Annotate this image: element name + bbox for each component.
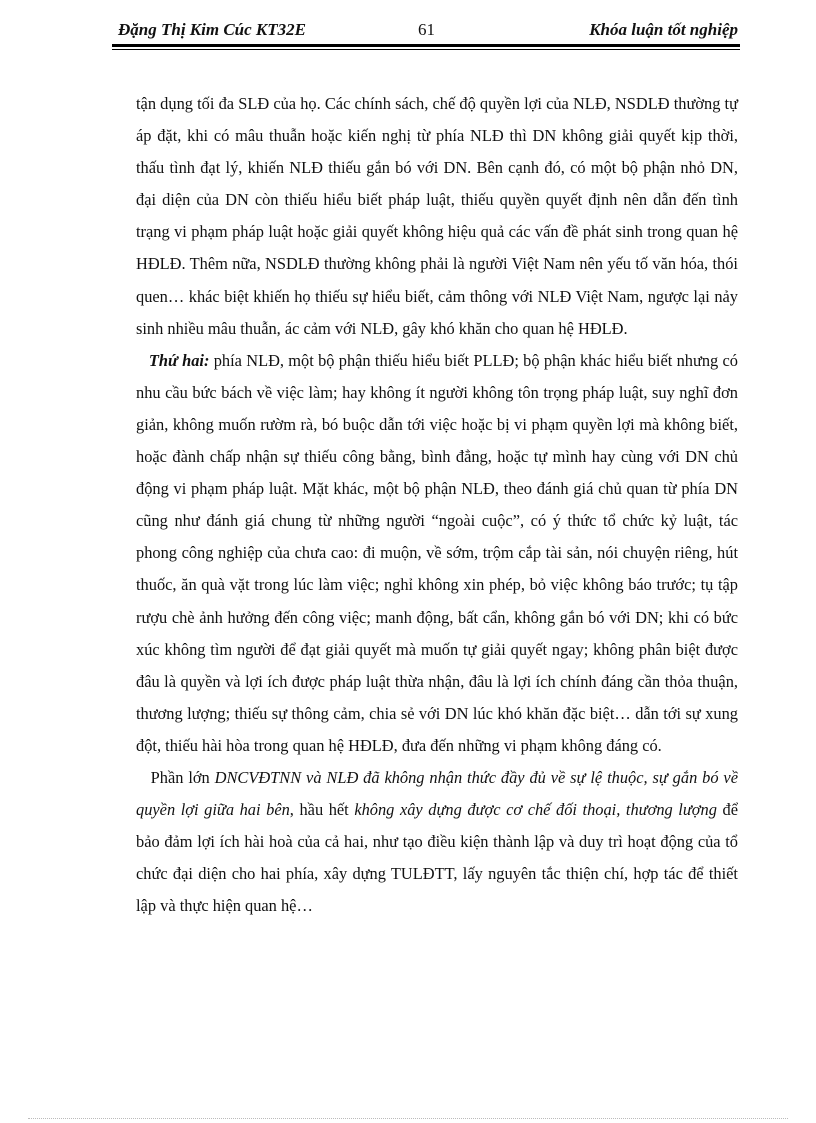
paragraph-1: tận dụng tối đa SLĐ của họ. Các chính sách, chế độ quyền lợi của NLĐ, NSDLĐ thường tự áp đặt, khi có mâu thuẫn hoặc kiến nghị từ phía NLĐ thì DN không giải quyết kịp thời, thấu tình đạt lý, khiến NLĐ thiếu gắn bó với DN. Bên cạnh đó, có một bộ phận nhỏ DN, đại diện của DN còn thiếu hiểu biết pháp luật, thiếu quyền quyết định nên dẫn đến tình trạng vi phạm pháp luật hoặc giải quyết không hiệu quả các vấn đề phát sinh trong quan hệ HĐLĐ. Thêm nữa, NSDLĐ thường không phải là người Việt Nam nên yếu tố văn hóa, thói quen… khác biệt khiến họ thiếu sự hiểu biết, cảm thông với NLĐ Việt Nam, ngược lại nảy sinh nhiều mâu thuẫn, ác cảm với NLĐ, gây khó khăn cho quan hệ HĐLĐ. bbox=[136, 94, 738, 338]
paragraph-2 bbox=[136, 345, 738, 762]
header-doc-type: Khóa luận tốt nghiệp bbox=[589, 20, 738, 39]
paragraph-3-c: , hầu hết bbox=[289, 800, 355, 820]
paragraph-2-body: phía NLĐ, một bộ phận thiếu hiểu biết PLLĐ; bộ phận khác hiểu biết nhưng có nhu cầu bức bách về việc làm; hay không ít người không tôn trọng pháp luật, suy nghĩ đơn giản, không muốn rườm rà, bó buộc dẫn tới việc hoặc bị vi phạm quyền lợi mà không biết, hoặc đành chấp nhận sự thiếu công bằng, bình đẳng, hoặc tự mình hay cùng với DN chủ động vi phạm pháp luật. Mặt khác, một bộ phận NLĐ, theo đánh giá chủ quan từ phía DN cũng như đánh giá chung từ những người “ngoài cuộc”, có ý thức tổ chức kỷ luật, tác phong công nghiệp của chưa cao: đi muộn, về sớm, trộm cắp tài sản, nói chuyện riêng, hút thuốc, ăn quà vặt trong lúc làm việc; nghỉ không xin phép, bỏ việc không báo trước; tụ tập rượu chè ảnh hưởng đến công việc; manh động, bất cẩn, không gắn bó với DN; khi có bức xúc không tìm người để đạt giải quyết mà muốn tự giải quyết ngay; không phân biệt được đâu là quyền và lợi ích được pháp luật thừa nhận, đâu là lợi ích chính đáng cần thỏa thuận, thương lượng; thiếu sự thông cảm, chia sẻ với DN lúc khó khăn đặc biệt… dẫn tới sự xung đột, thiếu hài hòa trong quan hệ HĐLĐ, đưa đến những vi phạm không đáng có. bbox=[136, 350, 739, 755]
footer-divider bbox=[28, 1118, 788, 1119]
header-rule-thin bbox=[112, 49, 740, 50]
paragraph-3-d: không xây dựng được cơ chế đối thoại, thương lượng bbox=[354, 800, 717, 820]
paragraph-3 bbox=[136, 762, 738, 922]
header-author: Đặng Thị Kim Cúc KT32E bbox=[118, 20, 306, 39]
paragraph-3-b: DNCVĐTNN và NLĐ đã không nhận thức đầy đủ về sự lệ thuộc, sự gắn bó về quyền lợi giữa hai bên bbox=[136, 767, 738, 820]
paragraph-2-lead: Thứ hai: bbox=[148, 350, 210, 370]
page-header bbox=[112, 18, 740, 44]
paragraph-3-e: để bảo đảm lợi ích hài hoà của cả hai, như tạo điều kiện thành lập và duy trì hoạt động của tổ chức đại diện cho hai phía, xây dựng TULĐTT, lấy nguyên tắc thiện chí, hợp tác để thiết lập và thực hiện quan hệ… bbox=[136, 800, 738, 916]
document-body bbox=[136, 88, 738, 922]
paragraph-3-a: Phần lớn bbox=[150, 767, 215, 787]
page-number: 61 bbox=[418, 20, 435, 39]
header-rule-thick bbox=[112, 44, 740, 47]
